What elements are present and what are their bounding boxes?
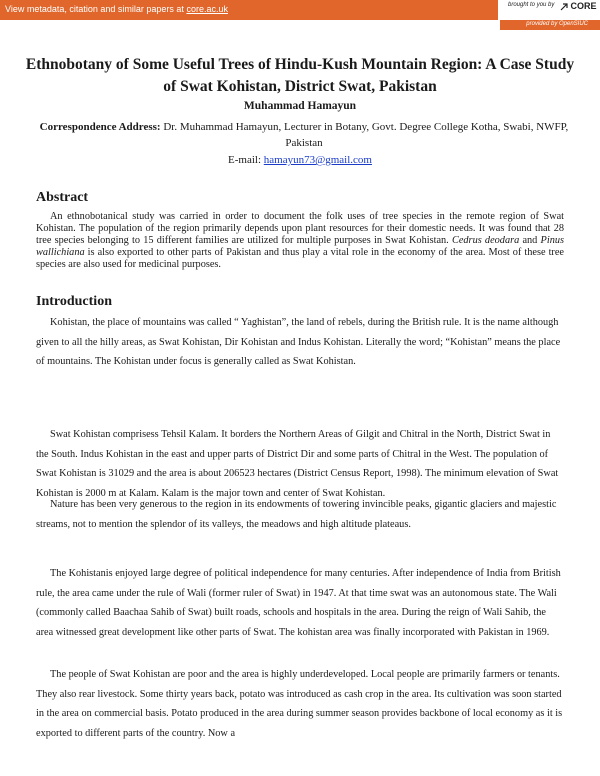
core-link[interactable]: core.ac.uk bbox=[186, 4, 228, 14]
abstract-heading: Abstract bbox=[36, 190, 89, 205]
intro-paragraph-2: Swat Kohistan comprisess Tehsil Kalam. It borders the Northern Areas of Gilgit and Chitral in the North, District Swat in the South. Indus Kohistan in the east and upper parts of District Dir and some parts of Chitral in the West. The population of Swat Kohistan is 31029 and the area is about 206523 hectares (District Census Report, 1998). The minimum elevation of Swat Kohistan is 2000 m at Kalam. Kalam is the major town and center of Swat Kohistan. bbox=[36, 429, 559, 499]
abstract-and: and bbox=[519, 235, 541, 246]
correspondence-label: Correspondence Address: bbox=[39, 121, 161, 133]
core-logo-text: CORE bbox=[570, 1, 597, 11]
introduction-heading: Introduction bbox=[36, 294, 112, 309]
metadata-text: View metadata, citation and similar papers at bbox=[5, 4, 187, 14]
intro-paragraph-3: Nature has been very generous to the region in its endowments of towering invincible peaks, gigantic glaciers and majestic streams, not to mention the splendor of its valleys, the meadows and high altitude plateaus. bbox=[36, 499, 557, 530]
core-arrow-icon bbox=[560, 3, 568, 11]
metadata-link[interactable] bbox=[5, 4, 228, 14]
provided-strip bbox=[500, 20, 600, 30]
intro-paragraph-1: Kohistan, the place of mountains was called “ Yaghistan”, the land of rebels, during the British rule. It is the name although given to all the hilly areas, as Swat Kohistan, Dir Kohistan and Indus Kohistan. Literally the word; “Kohistan” means the place of mountains. The Kohistan under focus is generally called as Swat Kohistan. bbox=[36, 317, 561, 367]
email-label: E-mail: bbox=[228, 154, 264, 166]
email-link[interactable]: hamayun73@gmail.com bbox=[263, 154, 372, 166]
provided-by-text: provided by OpenSIUC bbox=[526, 21, 588, 27]
abstract-text-b: is also exported to other parts of Pakistan and thus play a vital role in the economy of the area. Most of these tree species are also used for medicinal purposes. bbox=[36, 247, 564, 270]
email-line bbox=[0, 154, 600, 166]
brought-by-text: brought to you by bbox=[508, 2, 555, 8]
intro-paragraph-4: The Kohistanis enjoyed large degree of political independence for many centuries. After independence of India from British rule, the area came under the rule of Wali (former ruler of Swat) in 1947. At that time swat was an autonomous state. The Wali (commonly called Baachaa Sahib of Swat) built roads, schools and hospitals in the area. During the reign of Wali Sahib, the area witnessed great development like other parts of Swat. The kohistan area was finally incorporated with Pakistan in 1969. bbox=[36, 568, 561, 638]
species-cedrus: Cedrus deodara bbox=[451, 235, 520, 246]
abstract-paragraph bbox=[36, 211, 564, 271]
paper-title: Ethnobotany of Some Useful Trees of Hindu-Kush Mountain Region: A Case Study of Swat Kohistan, District Swat, Pakistan bbox=[25, 56, 575, 95]
species-pinus: Pinus wallichiana bbox=[36, 235, 565, 258]
core-logo[interactable] bbox=[560, 1, 597, 11]
abstract-text-a: An ethnobotanical study was carried in order to document the folk uses of tree species in the remote region of Swat Kohistan. The population of the region primarily depends upon plant resources for their domestic needs. It was found that 28 tree species belonging to 15 different families are utilized for multiple purposes in Swat Kohistan. bbox=[36, 211, 564, 246]
core-banner bbox=[0, 0, 600, 30]
author-name: Muhammad Hamayun bbox=[243, 100, 357, 112]
intro-paragraph-5: The people of Swat Kohistan are poor and the area is highly underdeveloped. Local people are primarily farmers or tenants. They also rear livestock. Some thirty years back, potato was introduced as cash crop in the area. Its cultivation was soon started in the area on commercial basis. Potato produced in the area during summer season provides backbone of local economy as it is exported to different parts of the country. Now a bbox=[36, 669, 563, 739]
correspondence-address bbox=[34, 119, 574, 151]
correspondence-text: Dr. Muhammad Hamayun, Lecturer in Botany, Govt. Degree College Kotha, Swabi, NWFP, Pakistan bbox=[160, 121, 569, 149]
